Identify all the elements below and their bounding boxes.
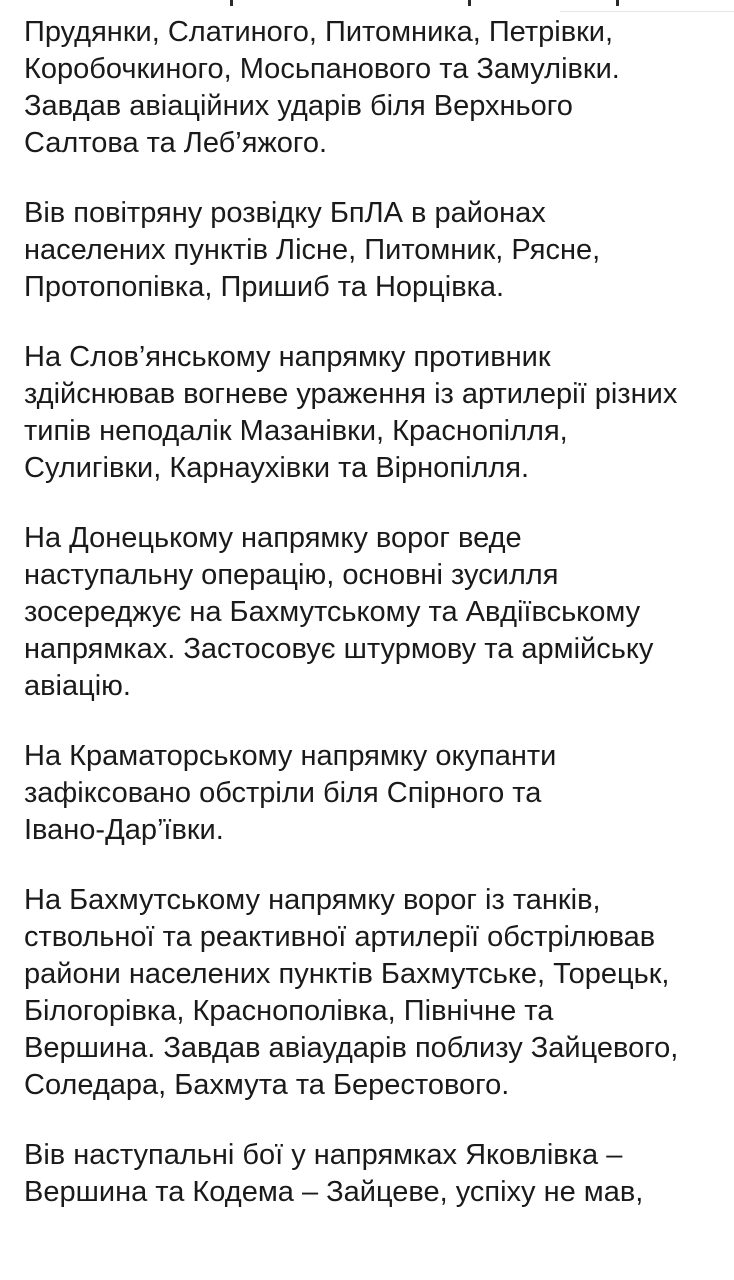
paragraph <box>24 14 724 162</box>
text-line: Вершина та Кодема – Зайцеве, успіху не мав, <box>24 1176 644 1208</box>
paragraph <box>24 882 724 1104</box>
text-line: Сулигівки, Карнаухівки та Вірнопілля. <box>24 452 530 484</box>
clipped-previous-line <box>0 0 734 12</box>
text-line: Білогорівка, Краснополівка, Північне та <box>24 995 554 1027</box>
text-line: наступальну операцію, основні зусилля <box>24 559 559 591</box>
text-line: На Бахмутському напрямку ворог із танків, <box>24 884 601 916</box>
text-line: Вів наступальні бої у напрямках Яковлівка – <box>24 1139 623 1171</box>
paragraph <box>24 1137 724 1211</box>
text-line: Івано-Дар’ївки. <box>24 814 224 846</box>
text-line: зосереджує на Бахмутському та Авдіївському <box>24 596 641 628</box>
text-line: Вершина. Завдав авіаударів поблизу Зайцевого, <box>24 1032 679 1064</box>
text-line: здійснював вогневе ураження із артилерії різних <box>24 378 678 410</box>
text-line: Салтова та Леб’яжого. <box>24 127 328 159</box>
text-line: типів неподалік Мазанівки, Краснопілля, <box>24 415 568 447</box>
text-line: зафіксовано обстріли біля Спірного та <box>24 777 542 809</box>
text-line: авіацію. <box>24 670 131 702</box>
text-line: райони населених пунктів Бахмутське, Торецьк, <box>24 958 670 990</box>
text-line: Протопопівка, Пришиб та Норцівка. <box>24 271 505 303</box>
text-line: населених пунктів Лісне, Питомник, Рясне, <box>24 234 601 266</box>
text-line: Вів повітряну розвідку БпЛА в районах <box>24 197 546 229</box>
text-line: На Слов’янському напрямку противник <box>24 341 551 373</box>
text-line: Завдав авіаційних ударів біля Верхнього <box>24 90 573 122</box>
paragraph <box>24 339 724 487</box>
message-text <box>24 14 724 1244</box>
text-line: Коробочкиного, Мосьпанового та Замулівки. <box>24 53 620 85</box>
text-line: На Донецькому напрямку ворог веде <box>24 522 522 554</box>
text-line: ствольної та реактивної артилерії обстрілював <box>24 921 656 953</box>
text-line: Прудянки, Слатиного, Питомника, Петрівки, <box>24 16 614 48</box>
text-line: Соледара, Бахмута та Берестового. <box>24 1069 510 1101</box>
text-line: напрямках. Застосовує штурмову та армійську <box>24 633 654 665</box>
paragraph <box>24 520 724 705</box>
paragraph <box>24 195 724 306</box>
paragraph <box>24 738 724 849</box>
text-line: На Краматорському напрямку окупанти <box>24 740 557 772</box>
